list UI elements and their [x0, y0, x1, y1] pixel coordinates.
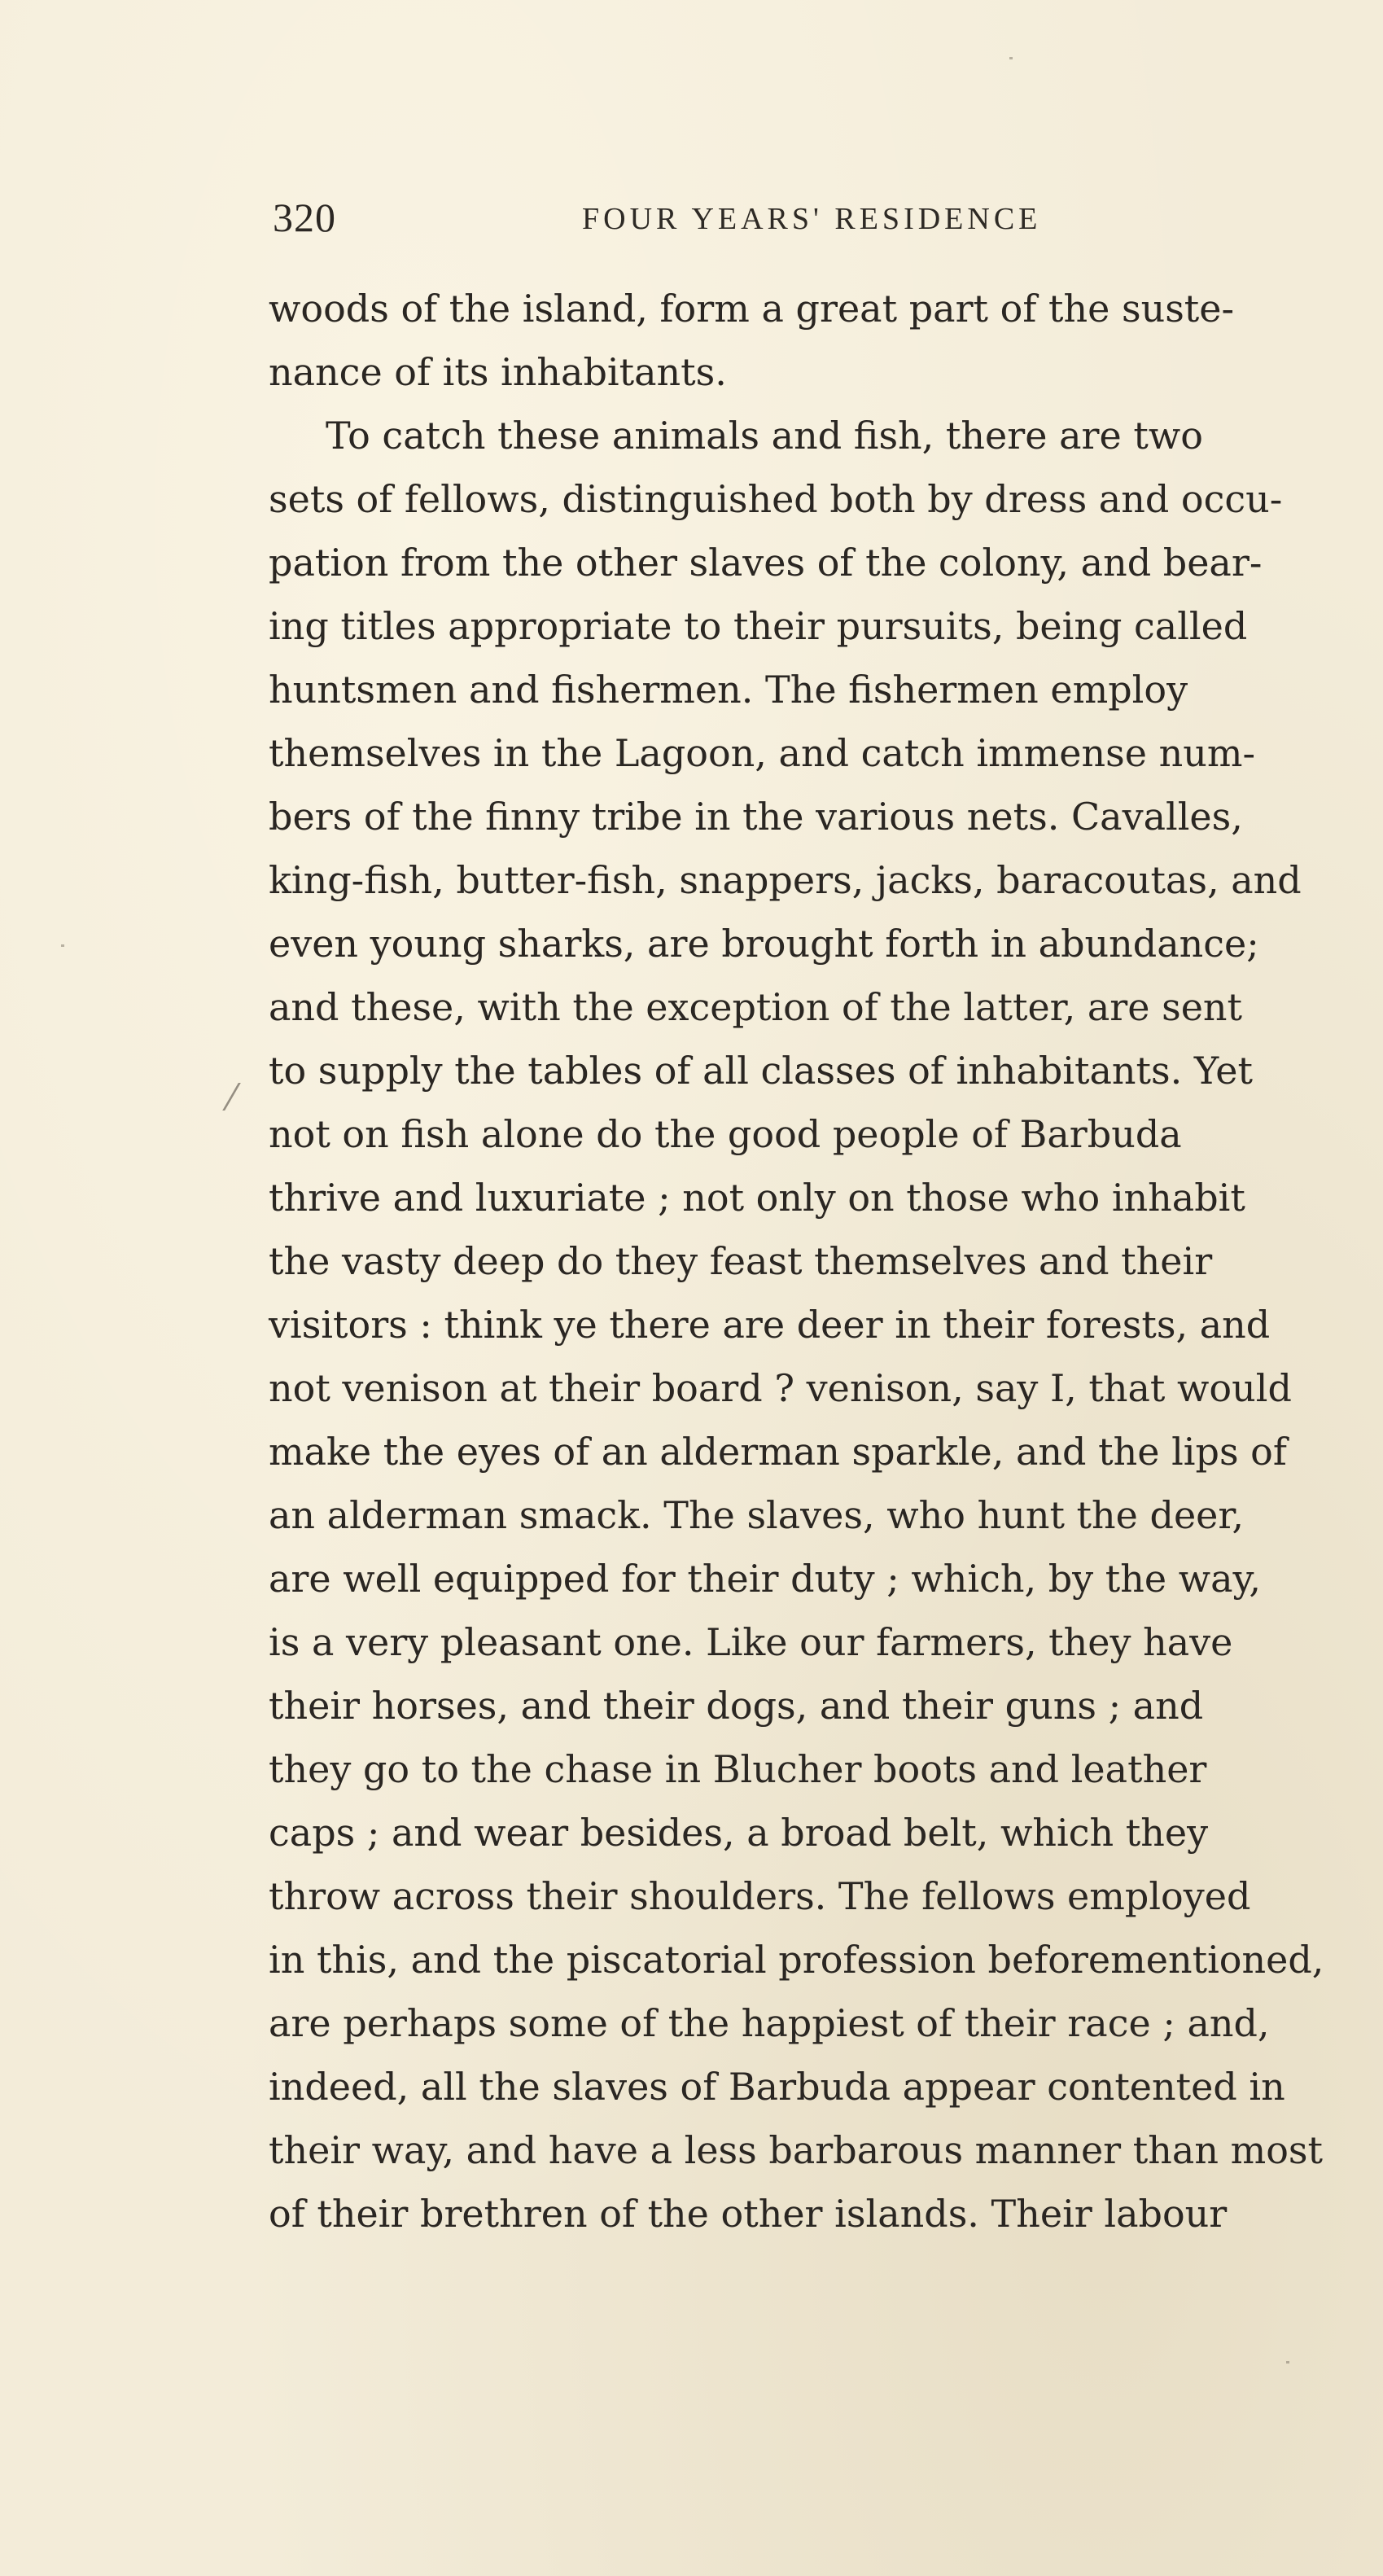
body-text: [269, 277, 1376, 2245]
text-line: nance of its inhabitants.: [269, 350, 727, 394]
text-line: an alderman smack. The slaves, who hunt the deer,: [269, 1493, 1244, 1537]
text-line: not on fish alone do the good people of Barbuda: [269, 1112, 1182, 1156]
text-line: king-fish, butter-fish, snappers, jacks, baracoutas, and: [269, 858, 1302, 902]
text-line: sets of fellows, distinguished both by dress and occu-: [269, 477, 1283, 521]
text-line: themselves in the Lagoon, and catch immense num-: [269, 731, 1255, 775]
margin-pencil-mark: [222, 1083, 256, 1111]
text-line: their way, and have a less barbarous manner than most: [269, 2128, 1323, 2172]
text-line: are well equipped for their duty ; which, by the way,: [269, 1557, 1262, 1601]
page-number: 320: [273, 195, 336, 240]
text-line: to supply the tables of all classes of inhabitants. Yet: [269, 1049, 1253, 1093]
text-line: are perhaps some of the happiest of their race ; and,: [269, 2001, 1270, 2045]
text-line: ing titles appropriate to their pursuits, being called: [269, 604, 1248, 648]
running-head-title: FOUR YEARS' RESIDENCE: [582, 202, 1042, 236]
paper-speck: [61, 944, 64, 947]
text-line: huntsmen and fishermen. The fishermen employ: [269, 668, 1188, 712]
text-line: pation from the other slaves of the colony, and bear-: [269, 541, 1263, 585]
text-line: and these, with the exception of the latter, are sent: [269, 985, 1243, 1029]
text-line: they go to the chase in Blucher boots and leather: [269, 1747, 1207, 1791]
text-line: throw across their shoulders. The fellows employed: [269, 1874, 1251, 1918]
text-line: is a very pleasant one. Like our farmers, they have: [269, 1620, 1233, 1664]
text-line: even young sharks, are brought forth in abundance;: [269, 922, 1259, 966]
text-line: in this, and the piscatorial profession beforementioned,: [269, 1938, 1324, 1982]
text-line: of their brethren of the other islands. Their labour: [269, 2192, 1228, 2236]
text-line: their horses, and their dogs, and their guns ; and: [269, 1684, 1204, 1728]
text-line: not venison at their board ? venison, say I, that would: [269, 1366, 1292, 1410]
paragraph-start-line: To catch these animals and fish, there are two: [326, 414, 1203, 458]
text-line: the vasty deep do they feast themselves and their: [269, 1239, 1213, 1283]
text-line: indeed, all the slaves of Barbuda appear contented in: [269, 2065, 1285, 2109]
text-line: bers of the finny tribe in the various nets. Cavalles,: [269, 795, 1243, 839]
text-line: thrive and luxuriate ; not only on those who inhabit: [269, 1176, 1245, 1220]
running-head: [273, 189, 1380, 246]
text-line: caps ; and wear besides, a broad belt, which they: [269, 1811, 1209, 1855]
paper-speck: [1286, 2361, 1289, 2364]
text-line: woods of the island, form a great part of the suste-: [269, 287, 1235, 331]
text-line: make the eyes of an alderman sparkle, and the lips of: [269, 1430, 1287, 1474]
text-line: visitors : think ye there are deer in their forests, and: [269, 1303, 1271, 1347]
paper-speck: [1009, 57, 1013, 59]
